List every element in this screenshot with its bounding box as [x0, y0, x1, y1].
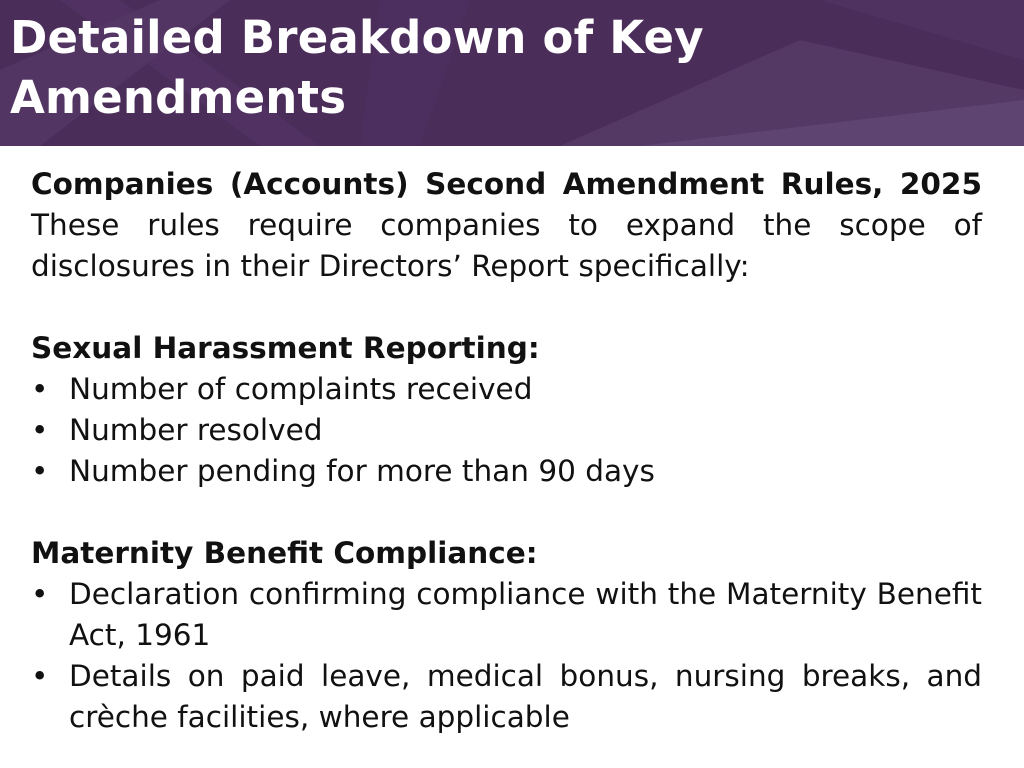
list-item-text: Details on paid leave, medical bonus, nursing breaks, and crèche facilities, where applicable: [69, 659, 982, 734]
list-item-text: Number resolved: [69, 413, 323, 447]
intro-paragraph: [31, 164, 982, 287]
list-item-text: Number pending for more than 90 days: [69, 454, 655, 488]
list-item-text: Number of complaints received: [69, 372, 533, 406]
slide-title: Detailed Breakdown of Key Amendments: [10, 11, 704, 124]
bullet-icon: •: [31, 577, 49, 611]
bullet-icon: •: [31, 659, 49, 693]
bullet-icon: •: [31, 454, 49, 488]
bullet-icon: •: [31, 372, 49, 406]
section-maternity-benefit: [31, 533, 982, 738]
bullet-list: [31, 369, 982, 492]
slide-body: [31, 164, 982, 738]
intro-text: These rules require companies to expand the scope of disclosures in their Directors’ Report specifically:: [31, 208, 982, 283]
list-item: [31, 451, 982, 492]
list-item: [31, 410, 982, 451]
section-heading: Sexual Harassment Reporting:: [31, 331, 540, 365]
list-item: [31, 656, 982, 738]
rules-heading: Companies (Accounts) Second Amendment Rules, 2025: [31, 167, 982, 201]
bullet-icon: •: [31, 413, 49, 447]
spacer: [31, 492, 982, 533]
title-banner: [0, 0, 1024, 146]
section-sexual-harassment: [31, 328, 982, 492]
list-item-text: Declaration confirming compliance with the Maternity Benefit Act, 1961: [69, 577, 982, 652]
list-item: [31, 574, 982, 656]
section-heading: Maternity Benefit Compliance:: [31, 536, 538, 570]
list-item: [31, 369, 982, 410]
bullet-list: [31, 574, 982, 738]
spacer: [31, 287, 982, 328]
